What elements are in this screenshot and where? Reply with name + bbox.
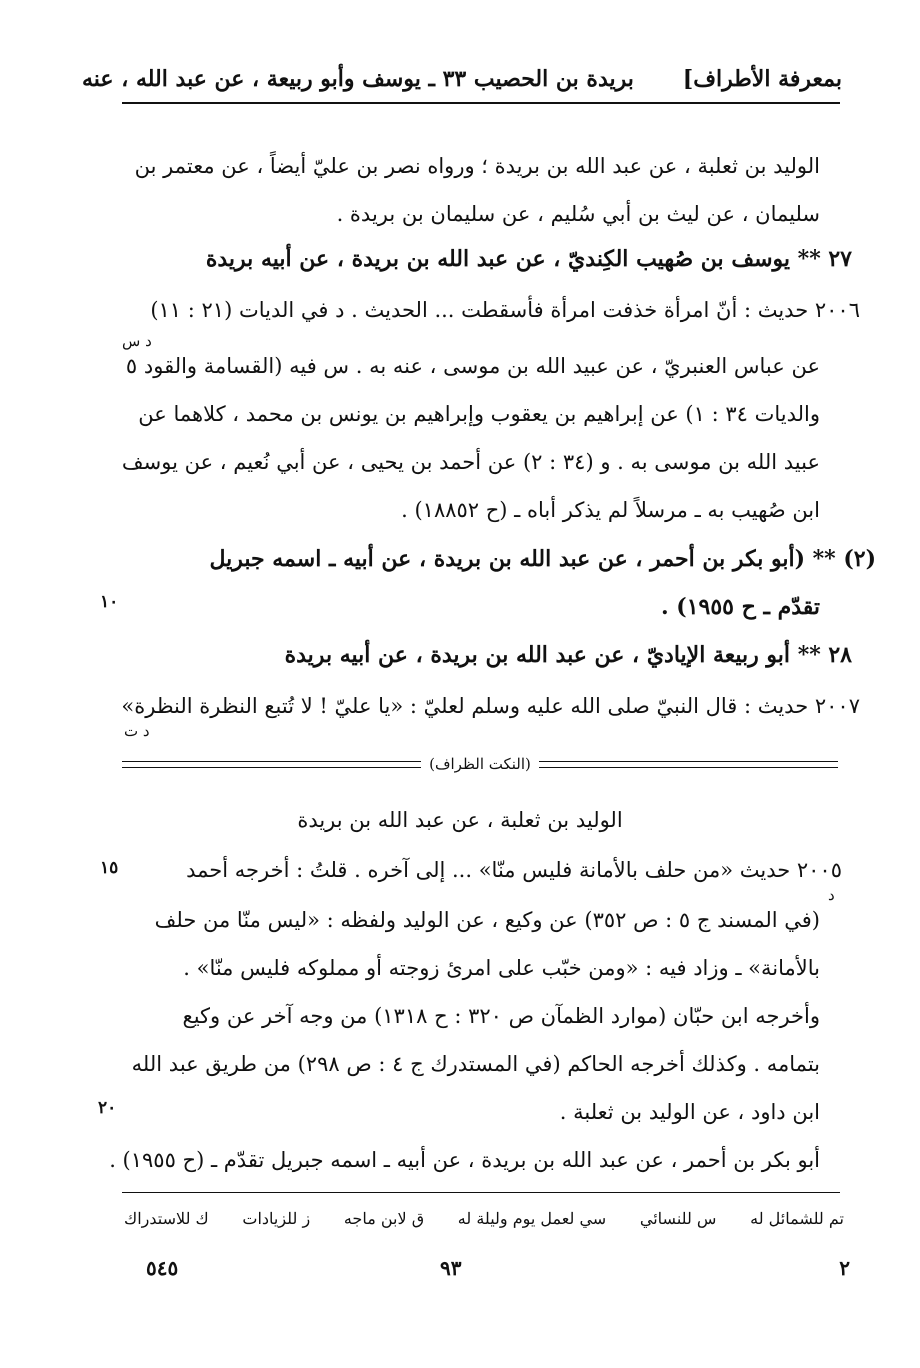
text-line: ابن داود ، عن الوليد بن ثعلبة .: [559, 1100, 820, 1124]
legend-item: ك للاستدراك: [124, 1208, 209, 1228]
text-line: بتمامه . وكذلك أخرجه الحاكم (في المستدرك ج ٤ : ص ٢٩٨) من طريق عبد الله: [131, 1052, 820, 1076]
hadith-2006: ٢٠٠٦ حديث : أنّ امرأة خذفت امرأة فأسقطت ... الحديث . د في الديات (٢١ : ١١): [150, 298, 860, 322]
sigla-legend: [124, 1200, 844, 1236]
text-line: (في المسند ج ٥ : ص ٣٥٢) عن وكيع ، عن الوليد ولفظه : «ليس منّا من حلف: [154, 908, 820, 932]
chain-heading: (٢) ** (أبو بكر بن أحمر ، عن عبد الله بن بريدة ، عن أبيه ـ اسمه جبريل: [209, 546, 876, 572]
header-title: بريدة بن الحصيب ٣٣ ـ يوسف وأبو ربيعة ، عن عبد الله ، عنه: [82, 66, 634, 92]
section-heading: الوليد بن ثعلبة ، عن عبد الله بن بريدة: [297, 808, 623, 832]
header-rule: [122, 102, 840, 104]
text-line: الوليد بن ثعلبة ، عن عبد الله بن بريدة ؛ ورواه نصر بن عليّ أيضاً ، عن معتمر بن: [134, 154, 820, 178]
divider-rule-right: [539, 761, 838, 768]
text-line: والديات ٣٤ : ١) عن إبراهيم بن يعقوب وإبراهيم بن يونس بن محمد ، كلاهما عن: [138, 402, 820, 426]
text-line: ابن صُهيب به ـ مرسلاً لم يذكر أباه ـ (ح ١٨٨٥٢) .: [401, 498, 820, 522]
text-line: سليمان ، عن ليث بن أبي سُليم ، عن سليمان بن بريدة .: [336, 202, 820, 226]
source-sigla: د س: [122, 332, 152, 350]
chain-heading-continued: تقدّم ـ ح ١٩٥٥) .: [660, 594, 820, 620]
chain-heading: ٢٨ ** أبو ربيعة الإياديّ ، عن عبد الله بن بريدة ، عن أبيه بريدة: [284, 642, 852, 668]
text-line: ٢٠٠٥ حديث «من حلف بالأمانة فليس منّا» ... إلى آخره . قلتُ : أخرجه أحمد: [186, 858, 842, 882]
running-header: [82, 60, 842, 98]
legend-item: تم للشمائل له: [750, 1208, 844, 1228]
text-line: أبو بكر بن أحمر ، عن عبد الله بن بريدة ، عن أبيه ـ اسمه جبريل تقدّم ـ (ح ١٩٥٥) .: [109, 1148, 820, 1172]
margin-line-number: ٢٠: [98, 1098, 117, 1118]
section-divider: [122, 752, 838, 776]
legend-item: ز للزيادات: [242, 1208, 311, 1228]
text-line: عبيد الله بن موسى به . و (٣٤ : ٢) عن أحمد بن يحيى ، عن أبي نُعيم ، عن يوسف: [121, 450, 820, 474]
legend-item: ق لابن ماجه: [343, 1208, 425, 1228]
divider-rule-left: [122, 761, 421, 768]
margin-line-number: ١٠: [100, 592, 119, 612]
text-line: عن عباس العنبريّ ، عن عبيد الله بن موسى ، عنه به . س فيه (القسامة والقود ٥: [125, 354, 820, 378]
legend-item: سي لعمل يوم وليلة له: [457, 1208, 607, 1228]
margin-line-number: ١٥: [100, 858, 119, 878]
chain-heading: ٢٧ ** يوسف بن صُهيب الكِنديّ ، عن عبد الله بن بريدة ، عن أبيه بريدة: [205, 246, 852, 272]
source-sigla: د ت: [124, 722, 150, 740]
footer-rule: [122, 1192, 840, 1193]
source-sigla: د: [828, 886, 835, 904]
hadith-2007: ٢٠٠٧ حديث : قال النبيّ صلى الله عليه وسلم لعليّ : «يا عليّ ! لا تُتبع النظرة النظرة»: [121, 694, 860, 718]
divider-label: (النكت الظراف): [429, 755, 531, 773]
legend-item: س للنسائي: [639, 1208, 717, 1228]
text-line: وأخرجه ابن حبّان (موارد الظمآن ص ٣٢٠ : ح ١٣١٨) من وجه آخر عن وكيع: [182, 1004, 820, 1028]
text-line: بالأمانة» ـ وزاد فيه : «ومن خبّب على امرئ زوجته أو مملوكه فليس منّا» .: [183, 956, 820, 980]
page-number: ٩٣: [440, 1256, 462, 1280]
volume-number: ٢: [839, 1256, 850, 1280]
header-left-bracket: بمعرفة الأطراف]: [682, 66, 842, 92]
continuous-page-number: ٥٤٥: [146, 1256, 179, 1280]
